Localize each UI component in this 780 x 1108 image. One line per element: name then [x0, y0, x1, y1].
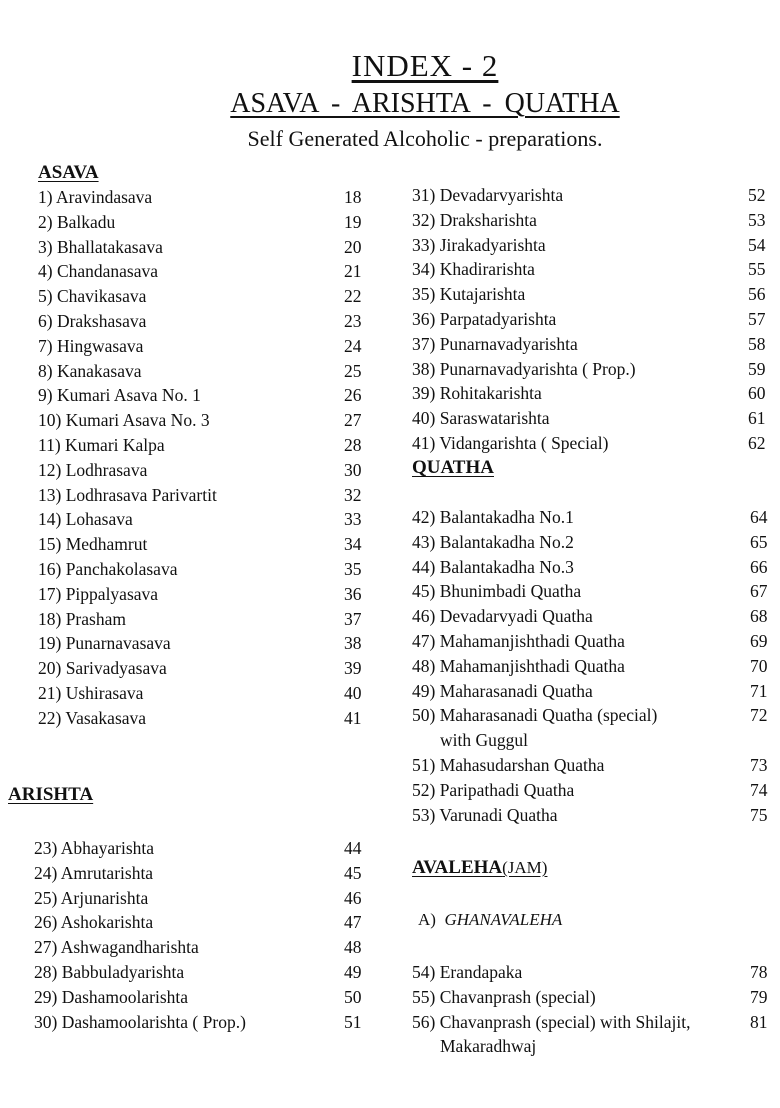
index-entry — [412, 505, 768, 530]
entry-page-number: 78 — [750, 962, 768, 982]
entry-page-number: 25 — [344, 360, 362, 381]
entry-label: 54) Erandapaka — [412, 962, 523, 982]
section-heading-asava: ASAVA — [38, 162, 99, 183]
entry-page-number: 45 — [344, 862, 362, 883]
entry-label: Makaradhwaj — [440, 1036, 537, 1057]
index-entry — [412, 406, 766, 431]
entry-label: 34) Khadirarishta — [412, 259, 535, 280]
group-name: GHANAVALEHA — [444, 910, 563, 929]
entry-page-number: 24 — [344, 335, 362, 356]
entry-label: 7) Hingwasava — [38, 335, 144, 356]
entry-label: 24) Amrutarishta — [34, 862, 154, 883]
index-entry — [412, 555, 768, 580]
entry-label: 40) Saraswatarishta — [412, 408, 550, 429]
index-entry — [412, 753, 768, 778]
entry-label: 39) Rohitakarishta — [412, 383, 542, 404]
index-entry — [38, 507, 362, 532]
entry-page-number: 53 — [748, 209, 766, 230]
entry-page-number: 60 — [748, 383, 766, 404]
entry-label: 42) Balantakadha No.1 — [412, 507, 574, 527]
index-entry — [34, 985, 362, 1010]
ghanavaleha-group — [418, 910, 562, 930]
index-entry — [38, 656, 362, 681]
entry-page-number: 56 — [748, 284, 766, 305]
index-entry — [38, 458, 362, 483]
entry-page-number: 20 — [344, 236, 362, 257]
index-entry — [38, 210, 362, 235]
entry-label: 8) Kanakasava — [38, 360, 142, 381]
index-entry — [412, 803, 768, 828]
arishta-list — [34, 836, 362, 1034]
entry-label: 16) Panchakolasava — [38, 558, 178, 579]
index-entry — [412, 703, 768, 728]
entry-label: 25) Arjunarishta — [34, 887, 149, 908]
entry-page-number: 75 — [750, 804, 768, 825]
index-entry — [38, 235, 362, 260]
entry-label: 19) Punarnavasava — [38, 633, 171, 654]
entry-label: 21) Ushirasava — [38, 682, 144, 703]
index-entry — [38, 383, 362, 408]
entry-label: 49) Maharasanadi Quatha — [412, 680, 593, 701]
entry-label: 5) Chavikasava — [38, 286, 147, 307]
entry-page-number: 54 — [748, 234, 766, 255]
index-entry — [412, 257, 766, 282]
index-title: INDEX - 2 — [351, 48, 499, 83]
entry-label: 27) Ashwagandharishta — [34, 937, 199, 958]
entry-page-number: 49 — [344, 961, 362, 982]
entry-page-number: 70 — [750, 655, 768, 676]
group-label: A) — [418, 910, 436, 929]
index-subtitle: ASAVA - ARISHTA - QUATHA — [230, 88, 620, 119]
entry-page-number: 48 — [344, 937, 362, 958]
entry-label: 13) Lodhrasava Parivartit — [38, 484, 217, 505]
entry-page-number: 66 — [750, 556, 768, 577]
entry-page-number: 47 — [344, 912, 362, 933]
entry-page-number: 32 — [344, 484, 362, 505]
avaleha-heading-text: AVALEHA — [412, 857, 503, 878]
index-entry — [38, 334, 362, 359]
entry-label: 17) Pippalyasava — [38, 583, 159, 604]
entry-label: 53) Varunadi Quatha — [412, 804, 558, 825]
entry-page-number: 23 — [344, 310, 362, 331]
index-entry — [412, 431, 766, 456]
entry-label: 46) Devadarvyadi Quatha — [412, 606, 593, 627]
entry-page-number: 61 — [748, 408, 766, 429]
index-entry — [412, 1034, 690, 1059]
entry-label: 9) Kumari Asava No. 1 — [38, 385, 201, 406]
entry-page-number: 74 — [750, 779, 768, 800]
index-entry — [38, 309, 362, 334]
entry-page-number: 28 — [344, 434, 362, 455]
index-entry — [34, 910, 362, 935]
entry-label: 10) Kumari Asava No. 3 — [38, 410, 210, 431]
index-entry — [412, 282, 766, 307]
entry-page-number: 62 — [748, 432, 766, 453]
entry-label: 6) Drakshasava — [38, 310, 147, 331]
index-entry — [412, 233, 766, 258]
index-entry — [412, 307, 766, 332]
entry-label: 44) Balantakadha No.3 — [412, 556, 574, 577]
entry-page-number: 30 — [344, 459, 362, 480]
index-entry — [38, 185, 362, 210]
entry-label: 31) Devadarvyarishta — [412, 185, 564, 205]
entry-page-number: 68 — [750, 606, 768, 627]
entry-page-number: 81 — [750, 1011, 768, 1032]
index-entry — [38, 557, 362, 582]
index-entry — [412, 1010, 768, 1035]
arishta-continued-list — [412, 183, 766, 456]
asava-list — [38, 185, 362, 731]
entry-page-number: 35 — [344, 558, 362, 579]
index-entry — [412, 629, 768, 654]
entry-page-number: 72 — [750, 705, 768, 726]
entry-label: 36) Parpatadyarishta — [412, 308, 557, 329]
entry-label: 23) Abhayarishta — [34, 838, 155, 858]
entry-page-number: 58 — [748, 333, 766, 354]
entry-page-number: 59 — [748, 358, 766, 379]
section-heading-avaleha — [412, 857, 547, 879]
entry-page-number: 44 — [344, 838, 362, 858]
section-heading-quatha: QUATHA — [412, 457, 494, 478]
entry-page-number: 22 — [344, 286, 362, 307]
index-entry — [38, 582, 362, 607]
entry-label: 41) Vidangarishta ( Special) — [412, 432, 609, 453]
index-entry — [34, 836, 362, 861]
entry-label: 33) Jirakadyarishta — [412, 234, 546, 255]
entry-page-number: 36 — [344, 583, 362, 604]
entry-page-number: 50 — [344, 986, 362, 1007]
index-tagline: Self Generated Alcoholic - preparations. — [247, 126, 603, 151]
index-entry — [38, 607, 362, 632]
index-entry — [38, 532, 362, 557]
entry-page-number: 57 — [748, 308, 766, 329]
entry-label: 4) Chandanasava — [38, 261, 159, 282]
entry-label: 32) Draksharishta — [412, 209, 537, 230]
index-entry — [38, 631, 362, 656]
entry-label: 18) Prasham — [38, 608, 126, 629]
entry-label: 3) Bhallatakasava — [38, 236, 163, 257]
entry-page-number: 33 — [344, 509, 362, 530]
entry-page-number: 46 — [344, 887, 362, 908]
entry-label: 50) Maharasanadi Quatha (special) — [412, 705, 658, 726]
index-entry — [38, 259, 362, 284]
index-entry — [412, 183, 766, 208]
entry-page-number: 39 — [344, 658, 362, 679]
index-entry — [412, 604, 768, 629]
index-entry — [412, 332, 766, 357]
index-entry — [412, 530, 768, 555]
entry-label: 47) Mahamanjishthadi Quatha — [412, 630, 625, 651]
index-entry — [34, 886, 362, 911]
entry-page-number: 40 — [344, 682, 362, 703]
entry-page-number: 73 — [750, 754, 768, 775]
entry-page-number: 26 — [344, 385, 362, 406]
entry-page-number: 38 — [344, 633, 362, 654]
entry-page-number: 52 — [748, 185, 766, 205]
index-entry — [412, 208, 766, 233]
entry-page-number: 79 — [750, 986, 768, 1007]
index-entry — [38, 359, 362, 384]
entry-page-number: 67 — [750, 581, 768, 602]
entry-label: 37) Punarnavadyarishta — [412, 333, 578, 354]
entry-label: 15) Medhamrut — [38, 534, 148, 555]
entry-label: 35) Kutajarishta — [412, 284, 526, 305]
entry-page-number: 71 — [750, 680, 768, 701]
entry-page-number: 18 — [344, 187, 362, 207]
index-entry — [412, 654, 768, 679]
entry-label: 2) Balkadu — [38, 211, 116, 232]
index-entry — [412, 357, 766, 382]
entry-label: 51) Mahasudarshan Quatha — [412, 754, 605, 775]
index-entry — [412, 778, 768, 803]
entry-label: 38) Punarnavadyarishta ( Prop.) — [412, 358, 636, 379]
index-entry — [412, 960, 768, 985]
entry-label: 52) Paripathadi Quatha — [412, 779, 575, 800]
entry-page-number: 37 — [344, 608, 362, 629]
entry-page-number: 51 — [344, 1011, 362, 1032]
index-entry — [34, 861, 362, 886]
entry-page-number: 41 — [344, 707, 362, 728]
index-entry — [38, 284, 362, 309]
entry-page-number: 65 — [750, 531, 768, 552]
section-heading-arishta: ARISHTA — [8, 784, 94, 805]
index-entry — [412, 985, 768, 1010]
entry-label: 1) Aravindasava — [38, 187, 153, 207]
entry-page-number: 69 — [750, 630, 768, 651]
entry-label: 22) Vasakasava — [38, 707, 147, 728]
index-entry — [38, 408, 362, 433]
index-entry — [412, 679, 768, 704]
avaleha-list — [412, 960, 768, 1059]
entry-label: 56) Chavanprash (special) with Shilajit, — [412, 1011, 691, 1032]
index-entry — [412, 579, 768, 604]
entry-label: 45) Bhunimbadi Quatha — [412, 581, 582, 602]
entry-label: 29) Dashamoolarishta — [34, 986, 189, 1007]
entry-page-number: 19 — [344, 211, 362, 232]
entry-label: 55) Chavanprash (special) — [412, 986, 596, 1007]
index-entry — [34, 960, 362, 985]
index-entry — [412, 381, 766, 406]
index-entry — [38, 483, 362, 508]
entry-label: 14) Lohasava — [38, 509, 133, 530]
entry-label: 12) Lodhrasava — [38, 459, 148, 480]
index-entry — [412, 728, 657, 753]
entry-page-number: 64 — [750, 507, 768, 527]
entry-label: 43) Balantakadha No.2 — [412, 531, 574, 552]
avaleha-subheading: (JAM) — [502, 858, 548, 877]
index-entry — [38, 706, 362, 731]
entry-page-number: 27 — [344, 410, 362, 431]
entry-label: 30) Dashamoolarishta ( Prop.) — [34, 1011, 246, 1032]
index-entry — [38, 681, 362, 706]
index-entry — [38, 433, 362, 458]
index-entry — [34, 935, 362, 960]
entry-label: 28) Babbuladyarishta — [34, 961, 185, 982]
entry-page-number: 21 — [344, 261, 362, 282]
entry-label: 20) Sarivadyasava — [38, 658, 167, 679]
entry-page-number: 55 — [748, 259, 766, 280]
index-entry — [34, 1010, 362, 1035]
entry-label: 26) Ashokarishta — [34, 912, 154, 933]
entry-page-number: 34 — [344, 534, 362, 555]
quatha-list — [412, 505, 768, 827]
entry-label: with Guggul — [440, 730, 528, 751]
entry-label: 11) Kumari Kalpa — [38, 434, 165, 455]
entry-label: 48) Mahamanjishthadi Quatha — [412, 655, 625, 676]
